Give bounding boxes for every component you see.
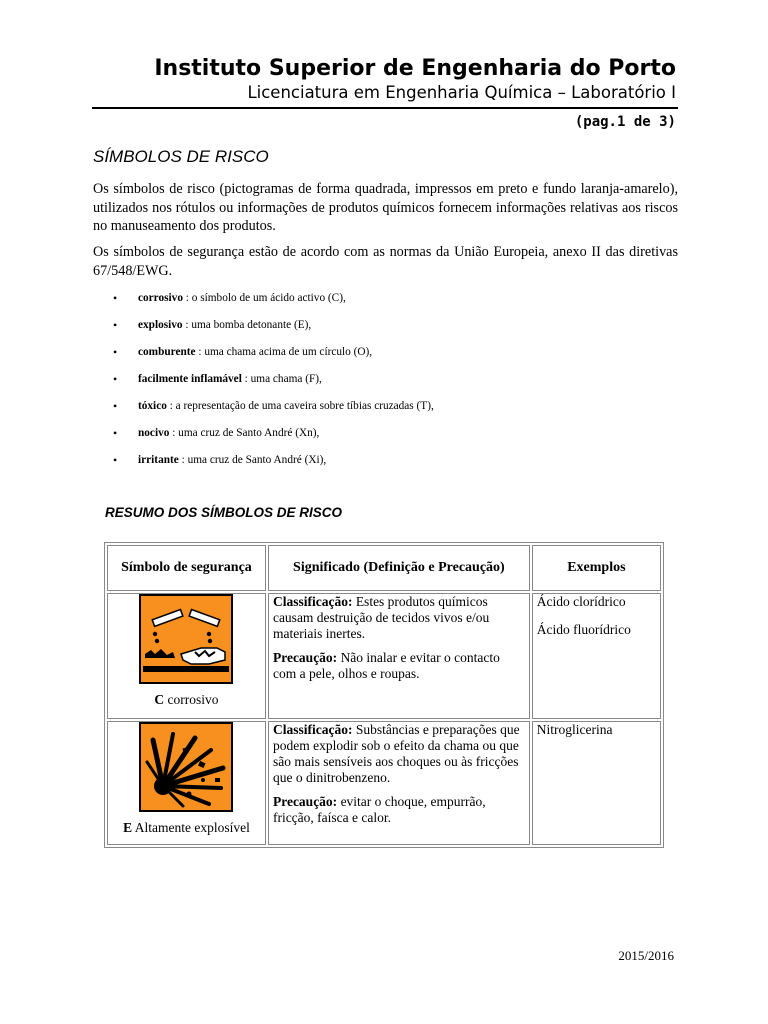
bullet-icon: • bbox=[113, 399, 118, 413]
list-item bbox=[93, 342, 653, 369]
bullet-icon: • bbox=[113, 318, 118, 332]
symbol-caption bbox=[112, 692, 261, 708]
bullet-icon: • bbox=[113, 426, 118, 440]
list-item bbox=[93, 315, 653, 342]
example-item: Ácido clorídrico bbox=[536, 594, 626, 609]
symbol-description: : uma bomba detonante (E), bbox=[182, 319, 312, 331]
examples-cell bbox=[532, 721, 661, 845]
column-header-examples: Exemplos bbox=[532, 545, 661, 591]
page-indicator: (pag.1 de 3) bbox=[574, 114, 676, 130]
precaution-label: Precaução: bbox=[272, 794, 338, 809]
symbol-term: explosivo bbox=[138, 319, 183, 331]
symbol-code: E bbox=[123, 820, 133, 835]
list-item bbox=[93, 423, 653, 450]
precaution-label: Precaução: bbox=[272, 650, 338, 665]
symbol-description: : uma chama acima de um círculo (O), bbox=[195, 346, 373, 358]
classification-text bbox=[273, 594, 525, 642]
precaution-text bbox=[273, 794, 525, 826]
meaning-cell bbox=[268, 721, 530, 845]
symbol-description: : uma cruz de Santo André (Xi), bbox=[178, 454, 327, 466]
column-header-symbol: Símbolo de segurança bbox=[107, 545, 266, 591]
symbol-caption bbox=[112, 820, 261, 836]
footer-year: 2015/2016 bbox=[618, 948, 674, 963]
list-item bbox=[93, 369, 653, 396]
list-item bbox=[93, 288, 653, 315]
symbol-cell bbox=[107, 593, 266, 719]
course-subtitle: Licenciatura em Engenharia Química – Laboratório I bbox=[247, 83, 676, 102]
example-item: Ácido fluorídrico bbox=[536, 622, 631, 637]
symbol-term: corrosivo bbox=[138, 292, 183, 304]
norms-paragraph: Os símbolos de segurança estão de acordo com as normas da União Europeia, anexo II das diretivas 67/548/EWG. bbox=[93, 244, 678, 279]
bullet-icon: • bbox=[113, 345, 118, 359]
classification-value: Substâncias e preparações que podem explodir sob o efeito da chama ou que são mais sensíveis aos choques ou às fricções que o dinitrobenzeno. bbox=[272, 722, 520, 785]
symbol-description: : a representação de uma caveira sobre tíbias cruzadas (T), bbox=[166, 400, 434, 412]
section-title: SÍMBOLOS DE RISCO bbox=[93, 147, 269, 166]
table-row bbox=[107, 593, 661, 719]
list-item bbox=[93, 450, 653, 477]
meaning-cell bbox=[268, 593, 530, 719]
intro-paragraph: Os símbolos de risco (pictogramas de forma quadrada, impressos em preto e fundo laranja-amarelo), utilizados nos rótulos ou informações de produtos químicos fornecem informações relativas aos riscos no manuseamento dos produtos. bbox=[93, 181, 678, 234]
header-rule bbox=[92, 107, 678, 109]
symbol-term: comburente bbox=[138, 346, 196, 358]
summary-title: RESUMO DOS SÍMBOLOS DE RISCO bbox=[105, 505, 343, 520]
table-row bbox=[107, 721, 661, 845]
bullet-icon: • bbox=[113, 372, 118, 386]
symbol-name: Altamente explosível bbox=[134, 820, 250, 835]
table-header-row bbox=[107, 545, 661, 591]
classification-label: Classificação: bbox=[272, 594, 353, 609]
column-header-meaning: Significado (Definição e Precaução) bbox=[268, 545, 530, 591]
examples-cell bbox=[532, 593, 661, 719]
symbol-term: nocivo bbox=[138, 427, 170, 439]
classification-text bbox=[273, 722, 525, 786]
symbol-description: : uma chama (F), bbox=[241, 373, 322, 385]
explosive-icon bbox=[139, 722, 233, 812]
precaution-value: evitar o choque, empurrão, fricção, faísca e calor. bbox=[272, 794, 486, 825]
symbol-term: irritante bbox=[138, 454, 179, 466]
symbol-description: : uma cruz de Santo André (Xn), bbox=[169, 427, 320, 439]
list-item bbox=[93, 396, 653, 423]
risk-symbols-table bbox=[104, 542, 664, 848]
symbol-name: corrosivo bbox=[167, 692, 219, 707]
symbol-term: tóxico bbox=[138, 400, 167, 412]
symbol-cell bbox=[107, 721, 266, 845]
document-header bbox=[92, 56, 676, 104]
classification-label: Classificação: bbox=[272, 722, 353, 737]
institution-title: Instituto Superior de Engenharia do Porto bbox=[154, 56, 676, 81]
symbol-term: facilmente inflamável bbox=[138, 373, 242, 385]
symbols-list bbox=[93, 288, 653, 477]
classification-value: Estes produtos químicos causam destruição de tecidos vivos e/ou materiais inertes. bbox=[272, 594, 490, 641]
corrosive-icon bbox=[139, 594, 233, 684]
precaution-value: Não inalar e evitar o contacto com a pele, olhos e roupas. bbox=[272, 650, 500, 681]
symbol-code: C bbox=[154, 692, 165, 707]
precaution-text bbox=[273, 650, 525, 682]
symbol-description: : o símbolo de um ácido activo (C), bbox=[182, 292, 346, 304]
bullet-icon: • bbox=[113, 291, 118, 305]
bullet-icon: • bbox=[113, 453, 118, 467]
example-item: Nitroglicerina bbox=[536, 722, 613, 737]
